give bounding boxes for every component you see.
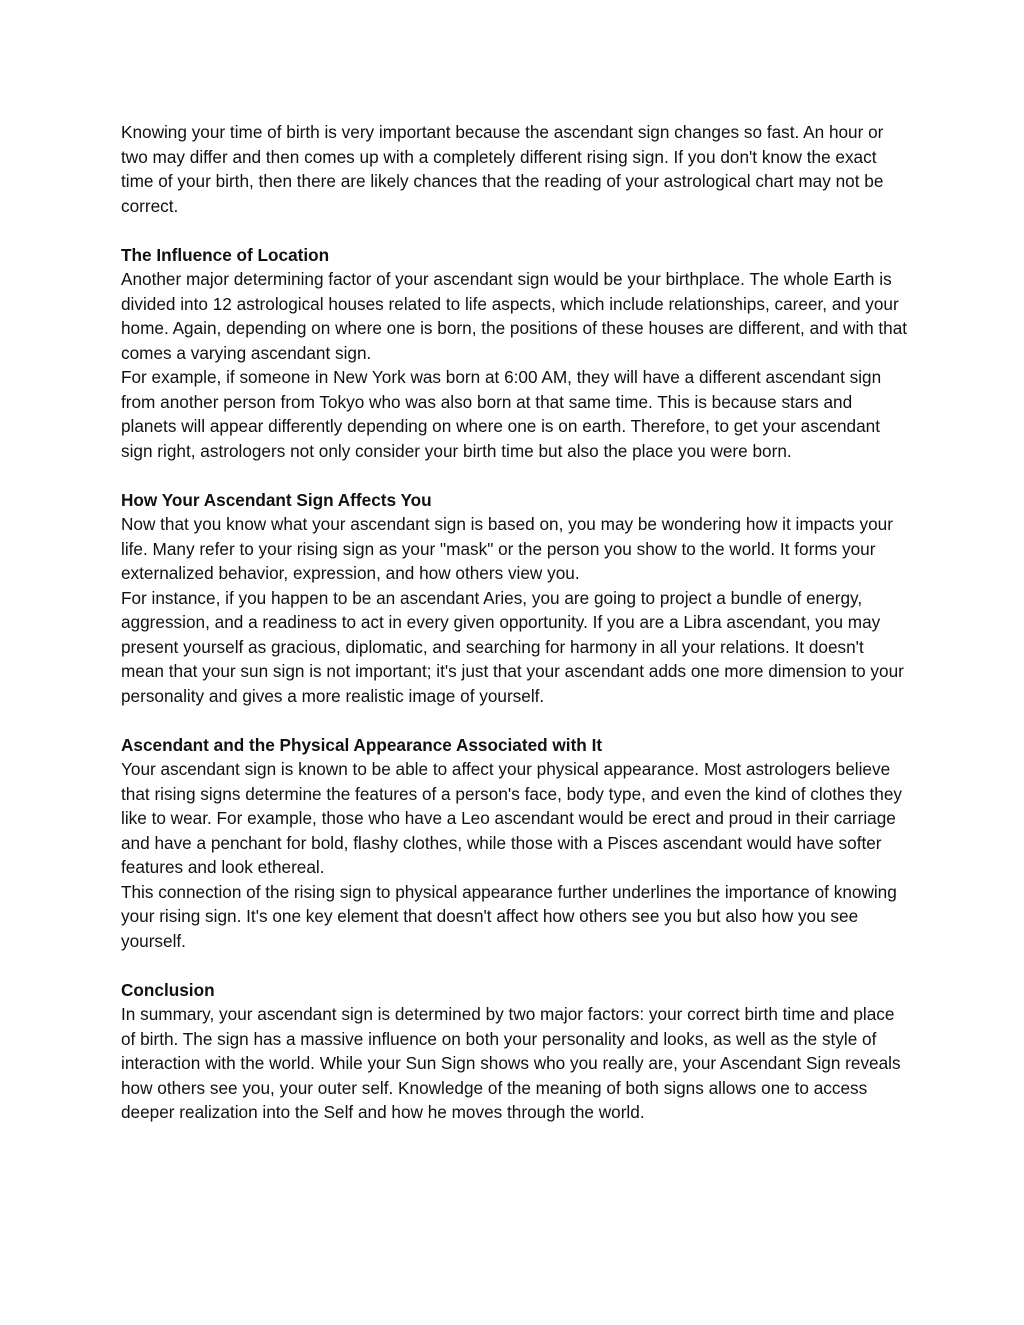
appearance-heading: Ascendant and the Physical Appearance Associated with It (121, 734, 603, 755)
document-page (121, 120, 911, 1125)
conclusion-paragraph: In summary, your ascendant sign is determined by two major factors: your correct birth time and place of birth. The sign has a massive influence on both your personality and looks, as well as the style of interaction with the world. While your Sun Sign shows who you really are, your Ascendant Sign reveals how others see you, your outer self. Knowledge of the meaning of both signs allows one to access deeper realization into the Self and how he moves through the world. (121, 1004, 901, 1122)
spacer (121, 218, 911, 243)
intro-paragraph: Knowing your time of birth is very important because the ascendant sign changes so fast. An hour or two may differ and then comes up with a completely different rising sign. If you don't know the exact time of your birth, then there are likely chances that the reading of your astrological chart may not be correct. (121, 122, 884, 216)
location-paragraph-2: For example, if someone in New York was born at 6:00 AM, they will have a different ascendant sign from another person from Tokyo who was also born at that same time. This is because stars and planets will appear differently depending on where one is on earth. Therefore, to get your ascendant sign right, astrologers not only consider your birth time but also the place you were born. (121, 367, 882, 461)
appearance-paragraph-2: This connection of the rising sign to physical appearance further underlines the importance of knowing your rising sign. It's one key element that doesn't affect how others see you but also how you see yourself. (121, 881, 897, 951)
appearance-paragraph-1: Your ascendant sign is known to be able to affect your physical appearance. Most astrologers believe that rising signs determine the features of a person's face, body type, and even the kind of clothes they like to wear. For example, those who have a Leo ascendant would be erect and proud in their carriage and have a penchant for bold, flashy clothes, while those with a Pisces ascendant would have softer features and look ethereal. (121, 759, 903, 877)
spacer (121, 463, 911, 488)
location-heading: The Influence of Location (121, 244, 330, 265)
affects-paragraph-2: For instance, if you happen to be an ascendant Aries, you are going to project a bundle of energy, aggression, and a readiness to act in every given opportunity. If you are a Libra ascendant, you may present yourself as gracious, diplomatic, and searching for harmony in all your relations. It doesn't mean that your sun sign is not important; it's just that your ascendant adds one more dimension to your personality and gives a more realistic image of yourself. (121, 587, 904, 706)
location-paragraph-1: Another major determining factor of your ascendant sign would be your birthplace. The whole Earth is divided into 12 astrological houses related to life aspects, which include relationships, career, and your home. Again, depending on where one is born, the positions of these houses are different, and with that comes a varying ascendant sign. (121, 269, 908, 363)
conclusion-heading: Conclusion (121, 979, 215, 1000)
affects-heading: How Your Ascendant Sign Affects You (121, 489, 432, 510)
affects-paragraph-1: Now that you know what your ascendant sign is based on, you may be wondering how it impacts your life. Many refer to your rising sign as your "mask" or the person you show to the world. It forms your externalized behavior, expression, and how others view you. (121, 514, 893, 583)
spacer (121, 953, 911, 978)
spacer (121, 708, 911, 733)
